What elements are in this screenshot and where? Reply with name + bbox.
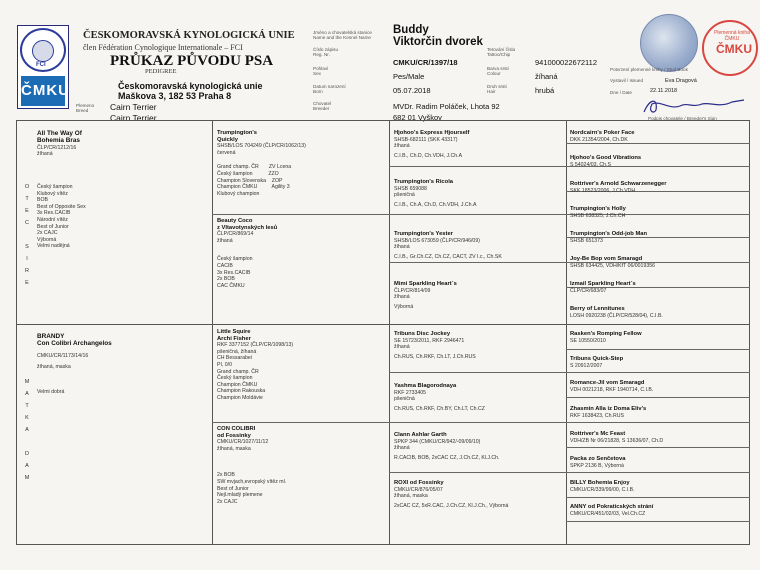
hair-label: Druh srsti Hair <box>487 84 507 94</box>
org-title: ČESKOMORAVSKÁ KYNOLOGICKÁ UNIE <box>83 30 295 41</box>
issuer-address: Českomoravská kynologická unie Maškova 3, 182 53 Praha 8 <box>118 81 263 101</box>
sex-label: Pohlaví Sex <box>313 66 329 76</box>
issue-date: 22.11.2018 <box>650 88 678 94</box>
dob-label: Datum narození Born <box>313 84 346 94</box>
g3-cell-5: Tribuns Disc Jockey SE 15723/2011, RKF 2946471 žíhaná Ch.RUS, Ch.RKF, Ch.LT, J.Ch.RUS <box>394 331 476 360</box>
breed-value: Cairn Terrier Cairn Terrier <box>110 102 157 123</box>
g4-cell-7: Izmail Sparkling Heart´s ČLP/CR/683/07 <box>570 281 636 294</box>
studbook-label: Potvrzení plemenné knihy / Stud Book <box>610 67 688 72</box>
signature-label: Podpis chovatele / Breeder's Sign <box>648 116 717 121</box>
issued-label: Vystavil / Issued <box>610 78 644 83</box>
g4-cell-8: Berry of Lennitunes LOSH 0920238 (ČLP/CR/528/04), C.I.B. <box>570 306 663 319</box>
g3-cell-4: Mimi Sparkling Heart´s ČLP/CR/814/09 žíhaná Výborná <box>394 281 457 310</box>
studbook-stamp-icon: Plemenná kniha ČMKU ČMKU <box>702 20 758 76</box>
breeder-label: Chovatel Breeder <box>313 101 332 111</box>
dam-dam-cell: CON COLIBRI od Fossinky CMKU/CR/1027/11/12 žíhaná, maska 2x BOB SW mvjach,evropský vítěz ml. Best of Junior Nejl.mladý plemene 2x CAJC <box>217 426 287 505</box>
g4-cell-15: BILLY Bohemia Enjoy CMKU/CR/339/99/00, C.I.B. <box>570 480 635 493</box>
reg-label: Číslo zápisu Reg. Nr. <box>313 47 339 57</box>
g4-cell-10: Tribuns Quick-Step S 20912/2007 <box>570 356 624 369</box>
dog-name: Buddy <box>393 24 429 36</box>
g4-cell-2: Hjohoo's Good Vibrations S 54024/03, Ch.S <box>570 155 642 168</box>
reg-number: CMKU/CR/1397/18 <box>393 58 458 67</box>
sire-dam-cell: Beauty Coco z Vltavotynských lesů ČLP/CR/869/14 žíhaná Český šampion CACIB 3x Res.CACIB 2x BOB CAC ČMKU <box>217 218 278 289</box>
g3-cell-8: ROXI od Fossinky CMKU/CR/876/05/07 žíhaná, maska 2xCAC CZ, 5xR.CAC, J.Ch.CZ, Kl.J.Ch., Výborná <box>394 480 509 509</box>
g4-cell-13: Rottriver's Mc Feast VDH/ZB Nr 06/21828, S 13636/07, Ch.D <box>570 431 664 444</box>
fci-emblem-icon: FCI <box>20 28 66 72</box>
g4-cell-4: Trumpington's Holly SHSB 638325, J.Ch.CH <box>570 206 626 219</box>
sire-sire-cell: Trumpington's Quickly SHSB/LOS 704249 (ČLP/CR/1062/13) červená Grand champ. ČR ZV Lcena Český šampion ZZO Champion Slovenska ZOP Champion ČMKU Agility 3 Klubový champion <box>217 130 306 197</box>
dog-hair: hrubá <box>535 86 555 95</box>
g4-cell-11: Romance-Jil vom Smaragd VDH 0021218, RKF 1940714, C.I.B. <box>570 380 654 393</box>
g4-cell-3: Rottriver's Arnold Schwarzenegger SKK 18523/2006, J.Ch.VDH <box>570 181 667 194</box>
document-title: PRŮKAZ PŮVODU PSA <box>110 53 274 69</box>
issued-by: Eva Dragová <box>665 78 697 84</box>
g3-cell-1: Hjohoo's Express Hjourself SHSB-682111 (SKK 43317) žíhaná C.I.B., Ch.D, Ch.VDH, J.Ch.A <box>394 130 470 159</box>
g3-cell-7: Clann Ashlar Garth SPKP 344 (CMKU/CR/942/-09/09/10) žíhaná R.CACIB, BOB, 2xCAC CZ, J.Ch.CZ, Kl.J.Ch. <box>394 432 500 461</box>
pedigree-table <box>16 120 750 545</box>
dog-dob: 05.07.2018 <box>393 86 431 95</box>
sire-side-label: O T E C S I R E <box>24 184 30 286</box>
breed-label: Plemeno Breed <box>76 103 95 113</box>
tattoo-label: Tetování čísla Tattoo/Chip <box>487 47 516 57</box>
org-member-line: člen Fédération Cynologique Internationale – FCI <box>83 43 243 52</box>
sire-cell: All The Way Of Bohemia Bras ČLP/CR/1212/16 žíhaná Český šampion Klubový vítěz BOB Best of Opposite Sex 3x Res.CACIB Národní vítěz Best of Junior 2x CAJC Výborná Velmi nadějná <box>37 130 86 250</box>
g4-cell-9: Rasken's Romping Fellow SE 10550/2010 <box>570 331 642 344</box>
breeder-value: MVDr. Radim Poláček, Lhota 92 682 01 Vyškov <box>393 102 500 122</box>
dog-color: žíhaná <box>535 72 558 81</box>
fci-cmku-logo <box>17 25 69 109</box>
g4-cell-14: Packa zo Šenčetova SPKP 2136 B, Výborná <box>570 456 626 469</box>
g4-cell-16: ANNY od Pokraticských strání CMKU/CR/451/02/03, Vel.Ch.CZ <box>570 504 654 517</box>
date-label: Dne / Date <box>610 90 632 95</box>
dog-kennel: Viktorčin dvorek <box>393 36 483 48</box>
g4-cell-6: Joy-Be Bop vom Smaragd SHSB 634425, VDH/KfT 06/0019356 <box>570 256 655 269</box>
color-label: Barva srsti Colour <box>487 66 509 76</box>
dog-sex: Pes/Male <box>393 72 425 81</box>
g3-cell-3: Trumpington's Yester SHSB/LOS 673059 (ČLP/CR/946/09) žíhaná C.I.B., Gr.Ch.CZ, Ch.CZ, CACT, ZV I.c., Ch.SK <box>394 231 502 260</box>
dam-side-label: M A T K A D A M <box>24 379 30 481</box>
name-label: Jméno a chovatelská stanice Name and the Kennel Name <box>313 30 372 40</box>
dam-cell: BRANDY Con Colibri Archangelos CMKU/CR/1173/14/16 žíhaná, maska Velmi dobrá <box>37 333 112 395</box>
g3-cell-2: Trumpington's Ricola SHSB 659088 pšeničná C.I.B., Ch.A, Ch.D, Ch.VDH, J.Ch.A <box>394 179 477 208</box>
cmku-logo-icon: ČMKU <box>21 76 65 106</box>
breeder-signature-icon <box>640 94 750 116</box>
g3-cell-6: Yashma Blagorodnaya RKF 2733405 pšeničná Ch.RUS, Ch.RKF, Ch.BY, Ch.LT, Ch.CZ <box>394 383 485 412</box>
hologram-seal-icon <box>640 14 698 72</box>
dam-sire-cell: Little Squire Archi Fisher RKF 3377152 (ČLP/CR/1098/13) pšeničná, žíhaná CH Bessarabei PI, 0/0 Grand champ. ČR Český šampion Champion ČMKU Champion Rakouska Champion Moldávie <box>217 329 294 401</box>
g4-cell-1: Nordcairn's Poker Face DKK 21354/2004, Ch.DK <box>570 130 635 143</box>
chip-number: 941000022672112 <box>535 58 598 67</box>
g4-cell-12: Zhasmin Alla iz Doma Eliv's RKF 1638423, Ch.RUS <box>570 406 647 419</box>
document-title-en: PEDIGREE <box>145 68 177 75</box>
g4-cell-5: Trumpington's Odd-job Man SHSB 651373 <box>570 231 648 244</box>
